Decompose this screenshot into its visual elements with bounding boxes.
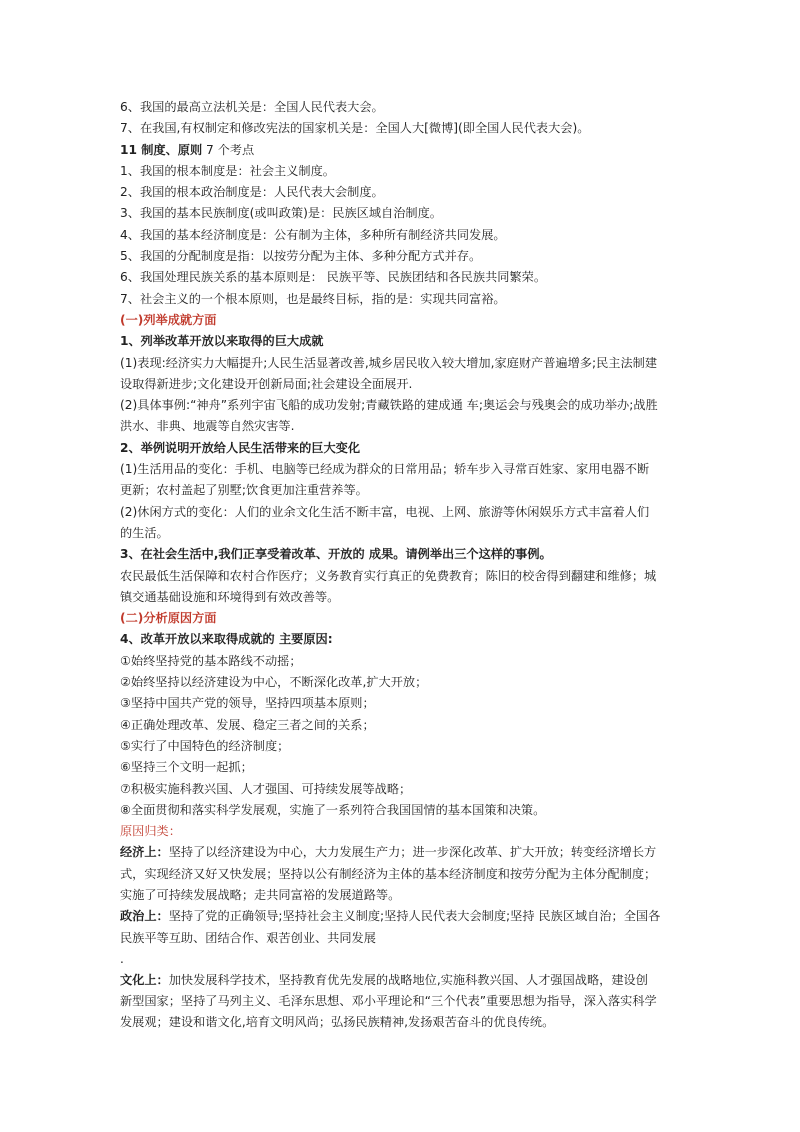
text-line: 洪水、非典、地震等自然灾害等. <box>120 419 295 434</box>
text-line: 2、我国的根本政治制度是：人民代表大会制度。 <box>120 185 384 200</box>
text-line: 新型国家；坚持了马列主义、毛泽东思想、邓小平理论和“三个代表”重要思想为指导，深入落实科学 <box>120 994 657 1009</box>
text-line: 民族平等互助、团结合作、艰苦创业、共同发展 <box>120 930 376 945</box>
topic-heading <box>120 140 690 161</box>
text-line: 设取得新进步;文化建设开创新局面;社会建设全面展开. <box>120 376 413 391</box>
topic-number: 11 <box>120 142 142 157</box>
political-paragraph <box>120 906 690 927</box>
text-line: 1、我国的根本制度是：社会主义制度。 <box>120 163 335 178</box>
stray-dot: . <box>120 951 124 966</box>
section-heading: (二)分析原因方面 <box>120 611 217 626</box>
text-line: (2)具体事例:“神舟”系列宇宙飞船的成功发射;青藏铁路的建成通 车;奥运会与残奥会的成功举办;战胜 <box>120 398 658 413</box>
reason-item: ②始终坚持以经济建设为中心，不断深化改革,扩大开放； <box>120 675 428 690</box>
question-heading: 1、列举改革开放以来取得的巨大成就 <box>120 334 324 349</box>
cultural-paragraph <box>120 970 690 991</box>
text-line: 实施了可持续发展战略；走共同富裕的发展道路等。 <box>120 887 401 902</box>
text-line: 更新；农村盖起了别墅;饮食更加注重营养等。 <box>120 483 368 498</box>
cultural-label: 文化上： <box>120 972 169 987</box>
text-line: 4、我国的基本经济制度是：公有制为主体，多种所有制经济共同发展。 <box>120 227 506 242</box>
text-line: 发展观；建设和谐文化,培育文明风尚；弘扬民族精神,发扬艰苦奋斗的优良传统。 <box>120 1015 555 1030</box>
text-span: 坚持了党的正确领导;坚持社会主义制度;坚持人民代表大会制度;坚持 民族区域自治；全国各 <box>168 909 661 924</box>
text-span: 坚持了以经济建设为中心，大力发展生产力；进一步深化改革、扩大开放；转变经济增长方 <box>168 845 657 860</box>
text-line: (1)表现:经济实力大幅提升;人民生活显著改善,城乡居民收入较大增加,家庭财产普遍增多;民主法制建 <box>120 355 658 370</box>
reason-item: ⑦积极实施科教兴国、人才强国、可持续发展等战略； <box>120 781 412 796</box>
reason-item: ⑤实行了中国特色的经济制度； <box>120 738 290 753</box>
text-line: 式，实现经济又好又快发展；坚持以公有制经济为主体的基本经济制度和按劳分配为主体分配制度； <box>120 866 657 881</box>
topic-title: 制度、原则 <box>141 142 203 157</box>
document-page <box>120 97 690 1034</box>
text-line: 镇交通基础设施和环境得到有效改善等。 <box>120 589 340 604</box>
text-line: 3、我国的基本民族制度(或叫政策)是：民族区域自治制度。 <box>120 206 442 221</box>
text-span: 加快发展科学技术，坚持教育优先发展的战略地位,实施科教兴国、人才强国战略，建设创 <box>168 972 648 987</box>
reason-item: ⑧全面贯彻和落实科学发展观，实施了一系列符合我国国情的基本国策和决策。 <box>120 802 546 817</box>
text-line: 6、我国的最高立法机关是：全国人民代表大会。 <box>120 100 384 114</box>
classify-label: 原因归类： <box>120 824 181 839</box>
text-line: 5、我国的分配制度是指：以按劳分配为主体、多种分配方式并存。 <box>120 249 482 264</box>
political-label: 政治上： <box>120 909 169 924</box>
economic-paragraph <box>120 842 690 863</box>
reason-item: ⑥坚持三个文明一起抓； <box>120 760 253 775</box>
section-heading: (一)列举成就方面 <box>120 312 217 327</box>
text-line: (1)生活用品的变化：手机、电脑等已经成为群众的日常用品；轿车步入寻常百姓家、家用电器不断 <box>120 462 650 477</box>
text-line: 的生活。 <box>120 525 169 540</box>
topic-suffix: 7 个考点 <box>202 142 255 157</box>
question-heading: 2、举例说明开放给人民生活带来的巨大变化 <box>120 440 361 455</box>
reason-item: ①始终坚持党的基本路线不动摇； <box>120 653 302 668</box>
economic-label: 经济上： <box>120 845 169 860</box>
reason-item: ④正确处理改革、发展、稳定三者之间的关系； <box>120 717 375 732</box>
text-line: 6、我国处理民族关系的基本原则是： 民族平等、民族团结和各民族共同繁荣。 <box>120 270 547 285</box>
text-line: 7、社会主义的一个根本原则，也是最终目标，指的是：实现共同富裕。 <box>120 291 506 306</box>
question-heading: 3、在社会生活中,我们正享受着改革、开放的 成果。请例举出三个这样的事例。 <box>120 547 552 562</box>
text-line: 农民最低生活保障和农村合作医疗；义务教育实行真正的免费教育；陈旧的校舍得到翻建和维修；城 <box>120 568 657 583</box>
question-heading: 4、改革开放以来取得成就的 主要原因: <box>120 632 333 647</box>
text-line: 7、在我国,有权制定和修改宪法的国家机关是：全国人大[微博](即全国人民代表大会)。 <box>120 121 590 136</box>
reason-item: ③坚持中国共产党的领导，坚持四项基本原则； <box>120 696 375 711</box>
text-line: (2)休闲方式的变化：人们的业余文化生活不断丰富，电视、上网、旅游等休闲娱乐方式丰富着人们 <box>120 504 650 519</box>
